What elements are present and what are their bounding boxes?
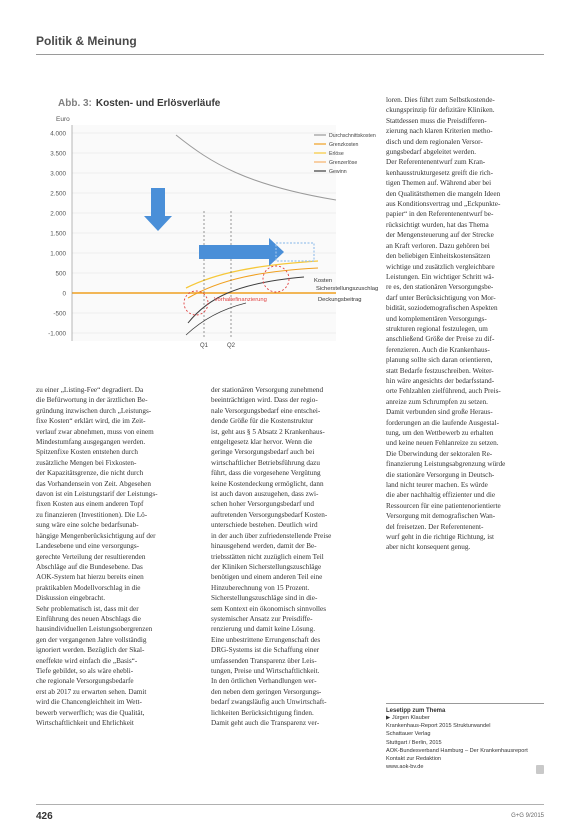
text-line: ferenzieren. Auch die Krankenhaus-: [386, 345, 490, 354]
text-line: Diskussion eingebracht.: [36, 594, 106, 603]
down-arrow-shaft: [151, 188, 165, 216]
text-line: Spitzenfixe Kosten entstehen durch: [36, 448, 138, 457]
text-line: umfassenden Transparenz über Leis-: [211, 656, 317, 665]
text-line: hängige Mengenberücksichtigung auf der: [36, 531, 156, 540]
text-line: der Kliniken Sicherstellungszuschläge: [211, 562, 322, 571]
unit-label: Euro: [56, 116, 70, 123]
text-line: hausindividuellen Leistungsobergrenzen: [36, 625, 153, 634]
text-line: der stationären Versorgung zunehmend: [211, 386, 324, 394]
y-tick-label: 4.000: [50, 130, 66, 138]
text-line: Damit verbunden sind große Heraus-: [386, 408, 493, 417]
y-tick-label: 500: [55, 270, 66, 278]
text-line: Landesebene und eine versorgungs-: [36, 542, 140, 551]
text-line: darf unter Berücksichtigung von Mor-: [386, 293, 496, 302]
text-line: disch und dem regionalen Versor-: [386, 137, 483, 146]
annotation-label: Kosten: [314, 278, 333, 284]
text-line: wurf geht in die richtige Richtung, ist: [386, 533, 494, 542]
text-line: wird die Chancengleichheit im Wett-: [36, 698, 142, 707]
text-line: finanzierung Leistungsabgrenzung würde: [386, 460, 506, 469]
text-line: Damit geht auch die Transparenz ver-: [211, 719, 320, 727]
chart-svg: [36, 93, 382, 381]
text-line: Sicherstellungszuschläge sind in die-: [211, 594, 318, 603]
annotation-label: Sicherstellungszuschlag: [316, 286, 379, 292]
text-line: Mindestumfang ausgegangen werden.: [36, 438, 146, 447]
text-line: fixe Kosten“ erklärt wird, die im Zeit-: [36, 417, 146, 426]
legend-entry: Grenzerlöse: [329, 160, 358, 166]
text-line: unterschiede bestehen. Deutlich wird: [211, 521, 318, 530]
text-line: del freisetzen. Der Referentenent-: [386, 522, 484, 531]
figure-title: [58, 98, 220, 109]
y-tick-label: 0: [62, 290, 66, 298]
text-line: wirtschaftlicher Betriebsführung dazu: [211, 458, 320, 467]
text-line: AOK-System hat hierzu bereits einen: [36, 573, 144, 582]
text-line: zu einer „Listing-Fee“ degradiert. Da: [36, 386, 144, 394]
text-line: re es, den stationären Versorgungsbe-: [386, 283, 494, 292]
legend-entry: Grenzkosten: [329, 142, 359, 148]
text-line: tungen, Preise und Wirtschaftlichkeit.: [211, 666, 320, 675]
reading-tip-title: Lesetipp zum Thema: [386, 708, 446, 714]
text-line: den Qualitätsthemen die mangeln Ideen: [386, 189, 501, 198]
issue-label: G+G 9/2015: [511, 813, 544, 819]
text-line: Hinzuberechnung von 15 Prozent.: [211, 583, 310, 592]
text-line: hinausgehend werden, damit der Be-: [211, 542, 317, 551]
text-line: in der auch über zufriedenstellende Preise: [211, 531, 332, 540]
y-tick-label: 3.500: [50, 150, 66, 158]
text-line: fixen Kosten aus einem anderen Topf: [36, 500, 144, 509]
text-line: zierung nach klaren Kriterien metho-: [386, 127, 493, 136]
text-line: und komplementären Versorgungs-: [386, 314, 487, 323]
text-line: aber nicht konsequent genug.: [386, 543, 471, 552]
reading-tip-line: AOK-Bundesverband Hamburg – Der Krankenhausreport: [386, 747, 528, 754]
text-line: den neben dem geringen Versorgungs-: [211, 687, 322, 696]
text-line: Tiefe gebildet, so als wäre ehebli-: [36, 666, 134, 675]
text-line: schen hoher Versorgungsbedarf und: [211, 500, 314, 509]
text-line: ignoriert werden. Bezüglich der Skal-: [36, 646, 145, 655]
text-line: den beliebigen Einheitskostensätzen: [386, 252, 491, 261]
y-tick-label: 3.000: [50, 170, 66, 178]
text-line: loren. Dies führt zum Selbstkostende-: [386, 96, 495, 104]
legend-entry: Durchschnittskosten: [329, 133, 376, 139]
text-line: Eine unbestrittene Errungenschaft des: [211, 635, 321, 644]
text-line: gungsbedarf abgeleitet werden.: [386, 148, 477, 157]
y-tick-label: 2.500: [50, 190, 66, 198]
text-line: triebsstätten nicht zuzüglich einem Teil: [211, 552, 324, 561]
text-line: In den örtlichen Verhandlungen wer-: [211, 677, 317, 686]
section-header: Politik & Meinung: [36, 34, 137, 48]
text-column-2: [211, 385, 373, 790]
text-line: die stationäre Versorgung in Deutsch-: [386, 470, 495, 479]
text-line: Wirtschaftlichkeit und Ehrlichkeit: [36, 719, 134, 727]
text-line: geringe Versorgungsbedarf auch bei: [211, 448, 315, 457]
figure-cost-revenue: [36, 93, 382, 381]
text-line: wichtige und zusätzlich vergleichbare: [386, 262, 495, 271]
text-line: erst ab 2017 zu erwarten sehen. Damit: [36, 687, 147, 696]
reading-tip-line: www.aok-bv.de: [386, 764, 424, 771]
text-line: entgeltgesetz klar hervor. Wenn die: [211, 438, 313, 447]
text-line: gerechte Verteilung der resultierenden: [36, 552, 146, 561]
text-line: renzierung und damit keine Lösung.: [211, 625, 315, 634]
y-tick-label: -500: [53, 310, 66, 318]
text-line: der Kapazitätsgrenze, die nicht durch: [36, 469, 144, 478]
legend-entry: Erlöse: [329, 151, 344, 157]
page-number: 426: [36, 811, 53, 822]
x-label-q2: Q2: [226, 343, 236, 349]
y-tick-label: 1.000: [50, 250, 66, 258]
text-line: dende Größe für die Kostenstruktur: [211, 417, 314, 426]
y-tick-label: 2.000: [50, 210, 66, 218]
text-line: davon ist ein Leistungstarif der Leistungs-: [36, 490, 158, 499]
text-line: nale Versorgungsbedarf eine entschei-: [211, 406, 321, 415]
text-line: planung sollte sich daran orientieren,: [386, 356, 493, 365]
text-line: keine Kostendeckung ermöglicht, dann: [211, 479, 324, 488]
text-line: orte Fehlzahlen zielführend, auch Preis-: [386, 387, 501, 396]
text-line: DRG-Systems ist die Schaffung einer: [211, 646, 320, 655]
figure-title-text: Kosten- und Erlösverläufe: [95, 98, 221, 109]
text-line: Stattdessen muss die Preisdifferen-: [386, 116, 487, 125]
text-line: praktikablen Modellvorschlag in die: [36, 583, 141, 592]
text-line: Abschläge auf die Bundesebene. Das: [36, 562, 143, 571]
text-line: aus Konditionsvertrag und „Eckpunkte-: [386, 200, 501, 209]
text-line: Sehr problematisch ist, dass mit der: [36, 604, 139, 613]
text-line: gen der vergangenen Jahre vollständig: [36, 635, 147, 644]
text-line: Der Referentenentwurf zum Kran-: [386, 158, 486, 167]
text-line: Einführung des neuen Abschlags die: [36, 614, 141, 623]
figure-label: Abb. 3:: [58, 98, 92, 109]
annotation-label: Deckungsbeitrag: [318, 297, 362, 303]
text-line: land nicht teurer machen. Es würde: [386, 481, 488, 490]
text-line: beeinträchtigen wird. Dass der regio-: [211, 396, 318, 405]
text-line: eneffekte wird einfach die „Basis“-: [36, 656, 138, 665]
text-line: ist, geht aus § 5 Absatz 2 Krankenhaus-: [211, 427, 325, 436]
text-line: bedarf zwangsläufig auch Unwirtschaft-: [211, 698, 327, 707]
text-line: systemischer Ansatz zur Preisdiffe-: [211, 614, 313, 623]
text-line: und keine neuen Fehlanreize zu setzen.: [386, 439, 499, 448]
text-line: hin wäre angesichts der bedarfsstand-: [386, 376, 495, 385]
reading-tip-line: Schattauer Verlag: [386, 731, 431, 738]
text-line: gründung inzwischen durch „Leistungs-: [36, 406, 152, 415]
text-line: auftretenden Versorgungsbedarf Kosten-: [211, 510, 328, 519]
text-column-1: [36, 385, 196, 790]
reading-tip-lines: [386, 714, 544, 771]
header-divider: [36, 54, 544, 55]
text-line: kenhausstrukturgesetz greift die rich-: [386, 168, 494, 177]
text-line: sung wäre eine solche bedarfsunab-: [36, 521, 139, 530]
text-line: forderungen an die laufende Ausgestal-: [386, 418, 499, 427]
text-line: ckungsprinzip für defizitäre Kliniken.: [386, 106, 495, 115]
text-line: che regionale Versorgungsbedarfe: [36, 677, 134, 686]
text-line: ist auch davon auszugehen, dass zwi-: [211, 490, 319, 499]
y-tick-label: -1.000: [48, 330, 66, 338]
text-line: das Vorhandensein von Zeit. Abgesehen: [36, 479, 151, 488]
text-line: bidität, soziodemografischen Aspekten: [386, 304, 498, 313]
text-line: der Mengensteuerung auf der Strecke: [386, 231, 494, 240]
reading-tip-line: ▶ Jürgen Klauber: [386, 715, 430, 721]
text-line: tung, um den Wettbewerb zu erhalten: [386, 429, 494, 437]
text-line: anreize zum Schrumpfen zu setzen.: [386, 397, 488, 406]
right-arrow-shaft: [199, 245, 269, 259]
annotation-label: Vorhaltefinanzierung: [214, 297, 267, 303]
text-line: anschließend Größe der Preise zu dif-: [386, 335, 495, 344]
text-line: Leistungen. Ein wichtiger Schritt wä-: [386, 272, 494, 281]
text-line: bewerb verwerflich; was die Qualität,: [36, 708, 145, 717]
reading-tip-line: Stuttgart / Berlin, 2015: [386, 739, 442, 746]
text-line: die Befürwortung in der ärztlichen Be-: [36, 396, 148, 405]
text-line: benötigen und einem anderen Teil eine: [211, 573, 323, 582]
text-line: zu finanzieren (Investitionen). Die Lö-: [36, 510, 148, 519]
text-line: führt, dass die vorgesehene Vergütung: [211, 469, 321, 478]
text-line: strukturen regional festzulegen, um: [386, 324, 488, 333]
text-line: zusätzliche Mengen bei Fixkosten-: [36, 458, 137, 467]
text-line: Ressourcen für eine patientenorientierte: [386, 501, 501, 510]
legend-entry: Gewinn: [329, 169, 347, 175]
reading-tip-line: Kontakt zur Redaktion: [386, 756, 442, 763]
y-tick-label: 1.500: [50, 230, 66, 238]
text-line: statt Bedarfe festzuschreiben. Weiter-: [386, 366, 494, 375]
x-label-q1: Q1: [199, 343, 209, 349]
text-line: rücksichtigt wurden, hat das Thema: [386, 220, 489, 229]
text-column-3: [386, 95, 544, 575]
text-line: lichkeiten Berücksichtigung finden.: [211, 708, 314, 717]
text-line: papier“ in den Referentenentwurf be-: [386, 210, 494, 219]
text-line: tigen Themen auf. Während aber bei: [386, 179, 492, 188]
text-line: Die Überwindung der sektoralen Re-: [386, 449, 493, 458]
reading-tip-box: [386, 703, 544, 780]
text-line: die aber nachhaltig effizienter und die: [386, 491, 496, 500]
footer-divider: [36, 804, 544, 805]
text-line: Versorgung mit demografischen Wan-: [386, 512, 496, 521]
book-icon: [536, 765, 544, 774]
reading-tip-line: Krankenhaus-Report 2015 Strukturwandel: [386, 723, 491, 730]
text-line: verlauf zwar abnehmen, muss von einem: [36, 427, 154, 436]
text-line: an Kraft verloren. Dazu gehören bei: [386, 241, 490, 250]
text-line: sem Kontext ein ökonomisch sinnvolles: [211, 604, 326, 613]
